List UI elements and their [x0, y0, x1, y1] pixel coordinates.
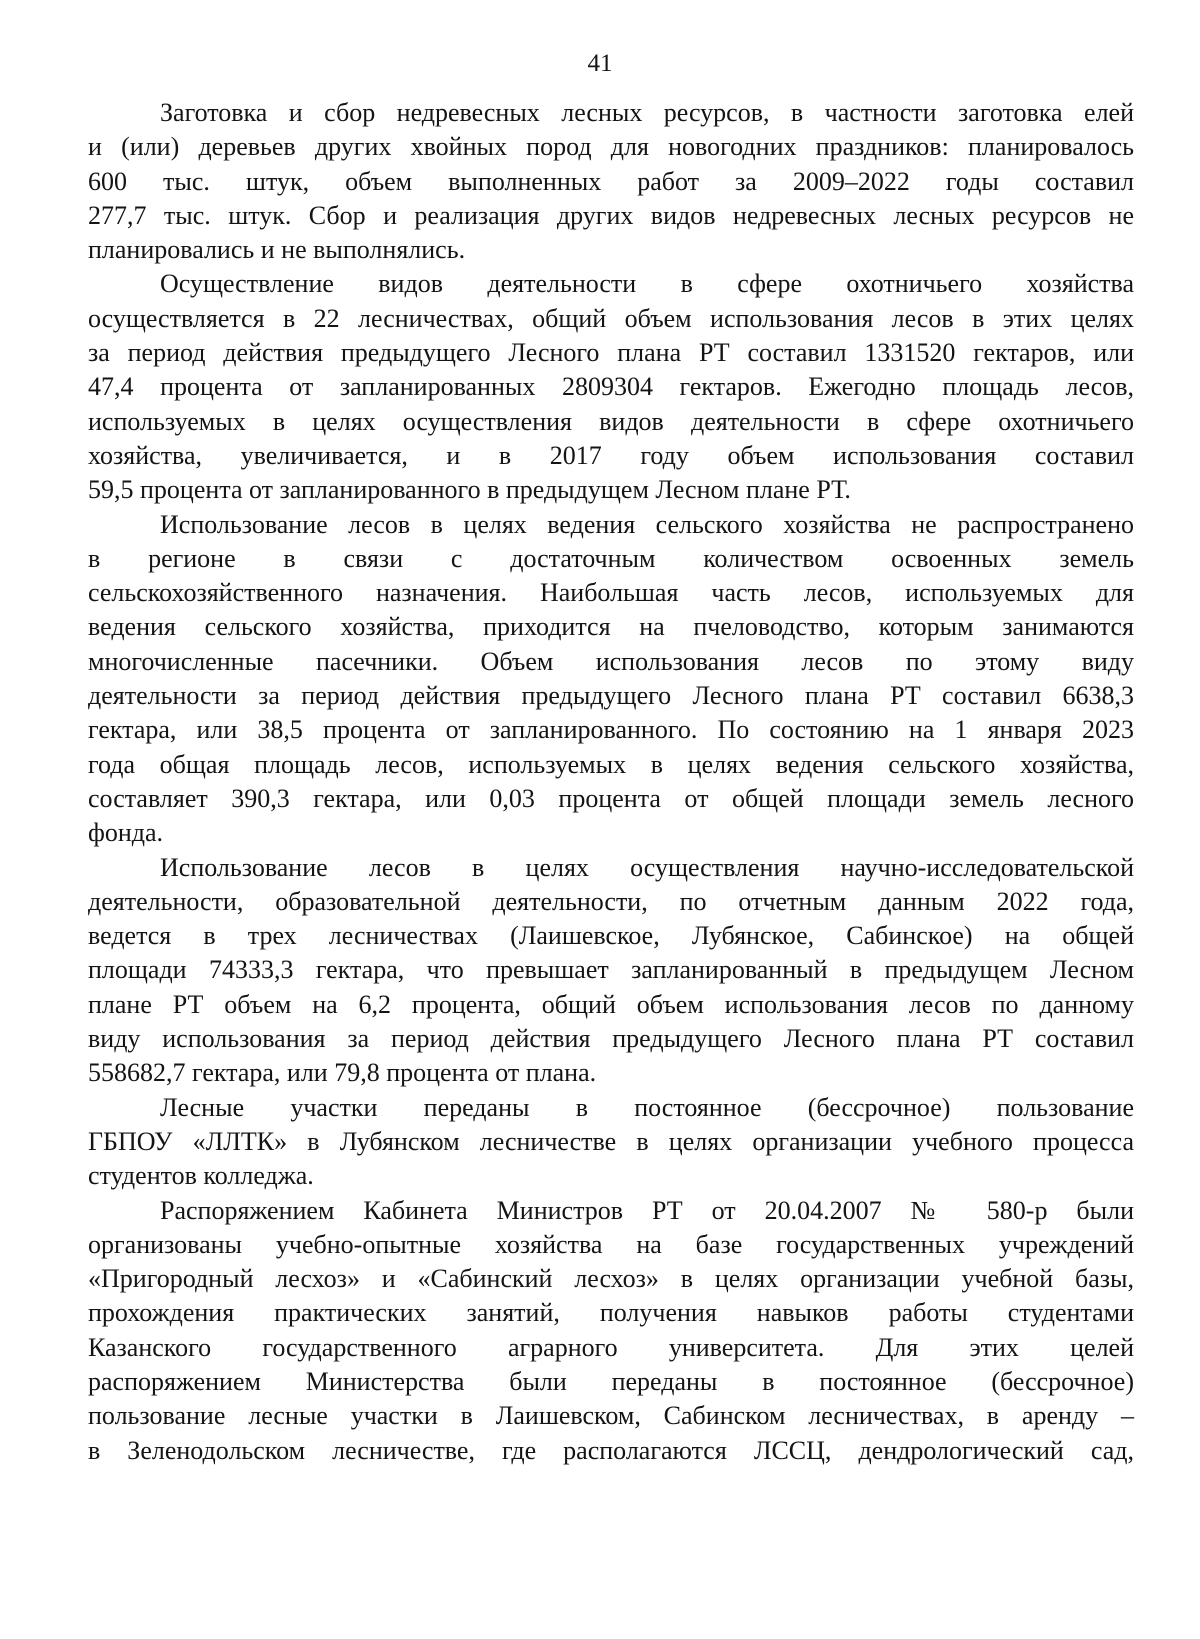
text-line: гектара, или 38,5 процента от запланированного. По состоянию на 1 января 2023: [88, 715, 1134, 745]
text-line: многочисленные пасечники. Объем использования лесов по этому виду: [88, 646, 1134, 676]
text-line: Распоряжением Кабинета Министров РТ от 20.04.2007 № 580-р были: [160, 1195, 1134, 1225]
paragraph-4: [88, 851, 1134, 1091]
text-line: прохождения практических занятий, получения навыков работы студентами: [88, 1298, 1134, 1328]
text-line: Осуществление видов деятельности в сфере охотничьего хозяйства: [160, 269, 1134, 299]
page-number: 41: [587, 50, 613, 77]
text-line: ГБПОУ «ЛЛТК» в Лубянском лесничестве в целях организации учебного процесса: [88, 1126, 1134, 1156]
text-line: студентов колледжа.: [88, 1161, 314, 1191]
text-line: 59,5 процента от запланированного в предыдущем Лесном плане РТ.: [88, 475, 851, 505]
text-line: площади 74333,3 гектара, что превышает запланированный в предыдущем Лесном: [88, 955, 1134, 985]
document-body: [88, 96, 1134, 1468]
text-line: в регионе в связи с достаточным количеством освоенных земель: [88, 543, 1134, 573]
text-line: ведения сельского хозяйства, приходится на пчеловодство, которым занимаются: [88, 612, 1134, 642]
text-line: года общая площадь лесов, используемых в целях ведения сельского хозяйства,: [88, 749, 1134, 779]
text-line: в Зеленодольском лесничестве, где располагаются ЛССЦ, дендрологический сад,: [88, 1435, 1134, 1465]
paragraph-6: [88, 1194, 1134, 1468]
text-line: планировались и не выполнялись.: [88, 235, 466, 265]
paragraph-2: [88, 267, 1134, 507]
text-line: и (или) деревьев других хвойных пород для новогодних праздников: планировалось: [88, 132, 1134, 162]
text-line: сельскохозяйственного назначения. Наибольшая часть лесов, используемых для: [88, 578, 1134, 608]
text-line: используемых в целях осуществления видов деятельности в сфере охотничьего: [88, 406, 1134, 436]
paragraph-5: [88, 1091, 1134, 1194]
text-line: виду использования за период действия предыдущего Лесного плана РТ составил: [88, 1024, 1134, 1054]
text-line: деятельности, образовательной деятельности, по отчетным данным 2022 года,: [88, 886, 1134, 916]
text-line: 600 тыс. штук, объем выполненных работ за 2009–2022 годы составил: [88, 166, 1134, 196]
text-line: осуществляется в 22 лесничествах, общий объем использования лесов в этих целях: [88, 303, 1134, 333]
text-line: «Пригородный лесхоз» и «Сабинский лесхоз» в целях организации учебной базы,: [88, 1264, 1134, 1294]
text-line: Лесные участки переданы в постоянное (бессрочное) пользование: [160, 1092, 1134, 1122]
text-line: 47,4 процента от запланированных 2809304 гектаров. Ежегодно площадь лесов,: [88, 372, 1134, 402]
paragraph-1: [88, 96, 1134, 267]
text-line: Казанского государственного аграрного университета. Для этих целей: [88, 1332, 1134, 1362]
text-line: Использование лесов в целях ведения сельского хозяйства не распространено: [160, 509, 1134, 539]
text-line: деятельности за период действия предыдущего Лесного плана РТ составил 6638,3: [88, 681, 1134, 711]
text-line: за период действия предыдущего Лесного плана РТ составил 1331520 гектаров, или: [88, 338, 1134, 368]
text-line: 277,7 тыс. штук. Сбор и реализация других видов недревесных лесных ресурсов не: [88, 200, 1134, 230]
text-line: 558682,7 гектара, или 79,8 процента от плана.: [88, 1058, 597, 1088]
text-line: составляет 390,3 гектара, или 0,03 процента от общей площади земель лесного: [88, 783, 1134, 813]
text-line: фонда.: [88, 818, 164, 848]
text-line: пользование лесные участки в Лаишевском, Сабинском лесничествах, в аренду –: [88, 1401, 1134, 1431]
text-line: плане РТ объем на 6,2 процента, общий объем использования лесов по данному: [88, 989, 1134, 1019]
text-line: организованы учебно-опытные хозяйства на базе государственных учреждений: [88, 1229, 1134, 1259]
text-line: хозяйства, увеличивается, и в 2017 году объем использования составил: [88, 440, 1134, 470]
text-line: ведется в трех лесничествах (Лаишевское, Лубянское, Сабинское) на общей: [88, 921, 1134, 951]
text-line: Использование лесов в целях осуществления научно-исследовательской: [160, 852, 1134, 882]
text-line: распоряжением Министерства были переданы в постоянное (бессрочное): [88, 1366, 1134, 1396]
paragraph-3: [88, 508, 1134, 851]
text-line: Заготовка и сбор недревесных лесных ресурсов, в частности заготовка елей: [160, 98, 1134, 127]
